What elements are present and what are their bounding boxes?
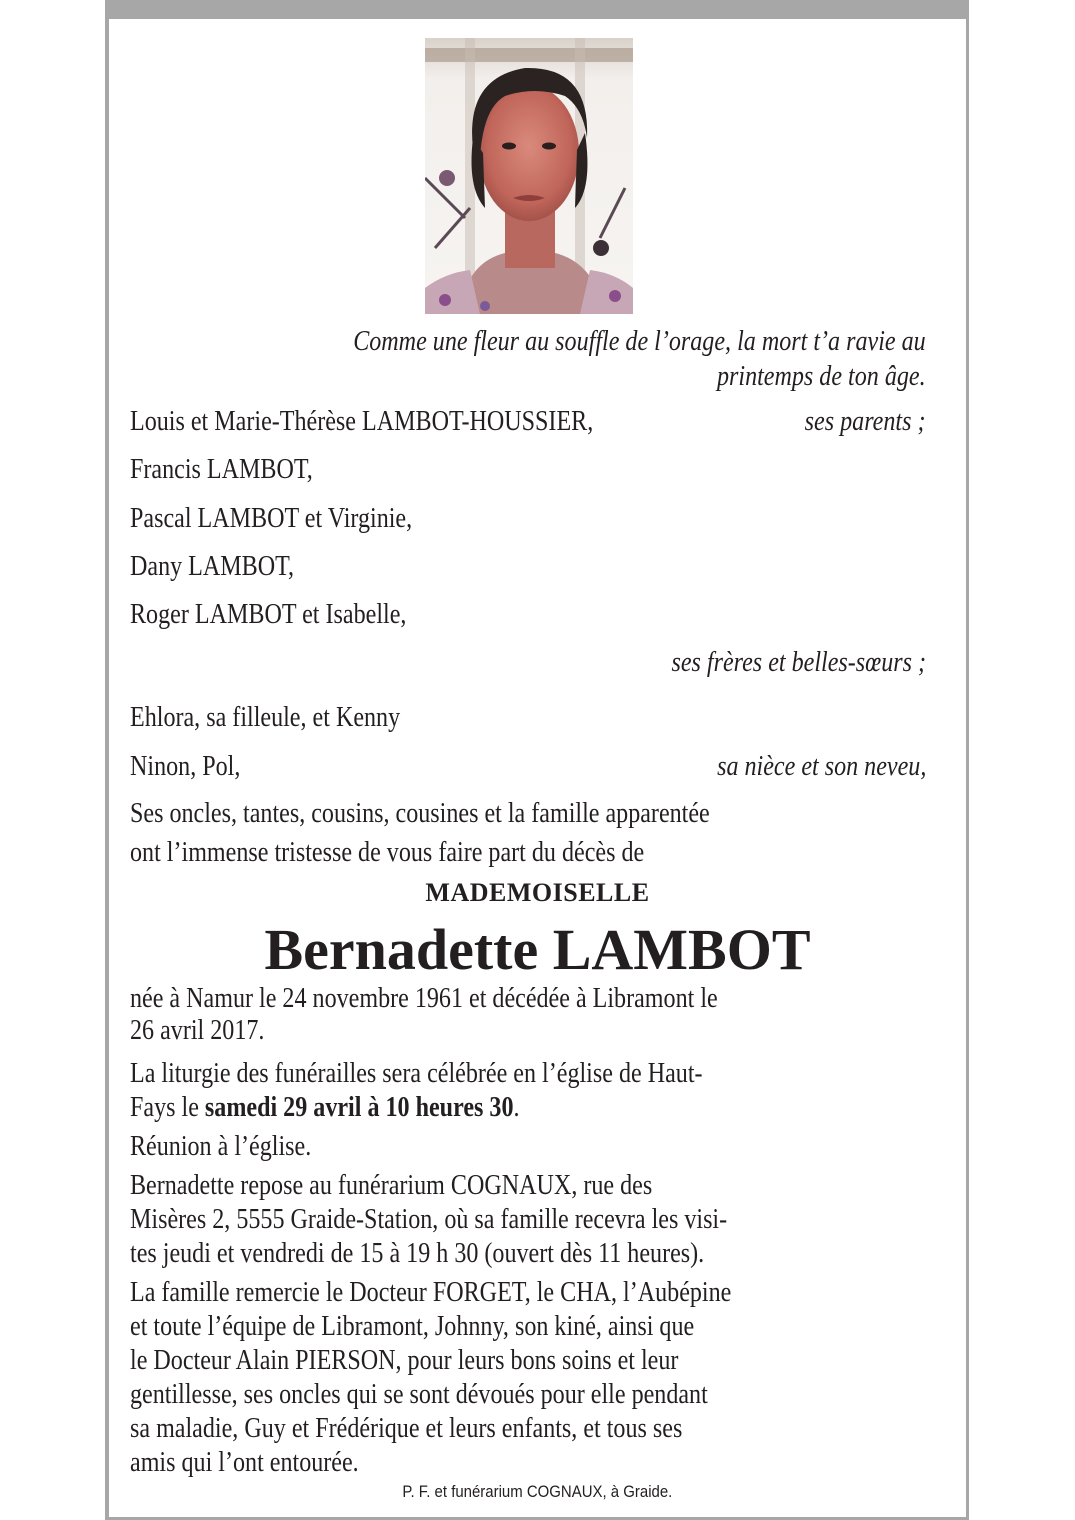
thanks-line-1: La famille remercie le Docteur FORGET, le CHA, l’Aubépine	[130, 1277, 732, 1308]
extended-family-line-1: Ses oncles, tantes, cousins, cousines et la famille apparentée	[130, 798, 710, 829]
extended-family-line-2: ont l’immense tristesse de vous faire part du décès de	[130, 837, 645, 868]
niece-nephew-relation: sa nièce et son neveu,	[716, 751, 926, 782]
deceased-name: Bernadette LAMBOT	[264, 917, 811, 982]
siblings-relation: ses frères et belles-sœurs ;	[671, 647, 926, 678]
sibling-2: Pascal LAMBOT et Virginie,	[130, 503, 413, 534]
epigraph-line-2: printemps de ton âge.	[717, 361, 926, 392]
goddaughter-line: Ehlora, sa filleule, et Kenny	[130, 702, 401, 733]
thanks-line-3: le Docteur Alain PIERSON, pour leurs bons soins et leur	[130, 1345, 679, 1376]
funeral-prefix: Fays le	[130, 1092, 205, 1123]
thanks-line-6: amis qui l’ont entourée.	[130, 1447, 359, 1478]
thanks-line-5: sa maladie, Guy et Frédérique et leurs enfants, et tous ses	[130, 1413, 683, 1444]
epigraph-line-1: Comme une fleur au souffle de l’orage, la mort t’a ravie au	[353, 326, 926, 357]
portrait-photo-icon	[425, 38, 633, 314]
rest-line-3: tes jeudi et vendredi de 15 à 19 h 30 (ouvert dès 11 heures).	[130, 1238, 705, 1269]
sibling-3: Dany LAMBOT,	[130, 551, 295, 582]
birth-line-1: née à Namur le 24 novembre 1961 et décédée à Libramont le	[130, 983, 718, 1014]
sibling-4: Roger LAMBOT et Isabelle,	[130, 599, 407, 630]
meeting-line: Réunion à l’église.	[130, 1131, 312, 1162]
parents-relation: ses parents ;	[805, 406, 926, 437]
funeral-date-time: samedi 29 avril à 10 heures 30	[204, 1092, 514, 1123]
deceased-title: MADEMOISELLE	[425, 878, 650, 907]
parents-names: Louis et Marie-Thérèse LAMBOT-HOUSSIER,	[130, 406, 594, 437]
funeral-line-2	[130, 1091, 926, 1125]
niece-nephew-names: Ninon, Pol,	[130, 751, 241, 782]
funeral-home-credit: P. F. et funérarium COGNAUX, à Graide.	[402, 1482, 673, 1501]
thanks-line-2: et toute l’équipe de Libramont, Johnny, son kiné, ainsi que	[130, 1311, 695, 1342]
birth-line-2: 26 avril 2017.	[130, 1015, 265, 1046]
sibling-1: Francis LAMBOT,	[130, 454, 313, 485]
rest-line-2: Misères 2, 5555 Graide-Station, où sa famille recevra les visi-	[130, 1204, 728, 1235]
funeral-suffix: .	[513, 1092, 520, 1123]
rest-line-1: Bernadette repose au funérarium COGNAUX, rue des	[130, 1170, 653, 1201]
thanks-line-4: gentillesse, ses oncles qui se sont dévoués pour elle pendant	[130, 1379, 708, 1410]
funeral-line-1: La liturgie des funérailles sera célébrée en l’église de Haut-	[130, 1058, 703, 1089]
